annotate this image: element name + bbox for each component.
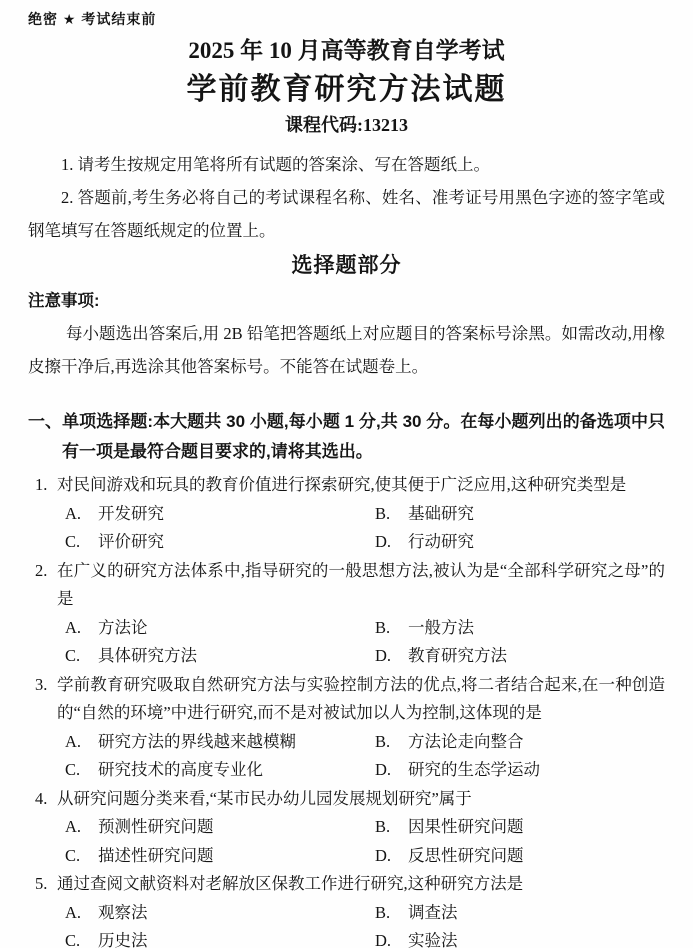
option-grid <box>65 728 665 785</box>
option-text: 因果性研究问题 <box>408 817 524 836</box>
security-classification: 绝密 ★ 考试结束前 <box>28 11 157 27</box>
option-label: C. <box>65 931 81 948</box>
instruction-item-2: 2. 答题前,考生务必将自己的考试课程名称、姓名、准考证号用黑色字迹的签字笔或钢笔填写在答题纸规定的位置上。 <box>28 188 665 240</box>
option-label: A. <box>65 617 82 637</box>
answer-option-a <box>65 500 375 529</box>
option-text: 教育研究方法 <box>408 646 507 665</box>
option-text: 研究方法的界线越来越模糊 <box>98 731 296 751</box>
answer-option-d <box>375 528 665 557</box>
option-label: C. <box>65 532 81 551</box>
option-label: B. <box>375 817 391 836</box>
question <box>28 557 665 671</box>
option-label: C. <box>65 845 81 865</box>
answer-option-a <box>65 614 375 643</box>
option-label: A. <box>65 817 82 836</box>
option-text: 具体研究方法 <box>98 646 197 665</box>
answer-option-d <box>375 842 665 871</box>
option-label: B. <box>375 902 391 922</box>
option-label: A. <box>65 902 82 922</box>
answer-option-b <box>375 899 665 928</box>
option-text: 开发研究 <box>98 503 164 523</box>
option-label: D. <box>375 845 392 865</box>
option-text: 方法论走向整合 <box>408 731 524 751</box>
candidate-instructions <box>28 148 665 247</box>
notice-block <box>28 289 665 383</box>
part-one-heading: 一、单项选择题:本大题共 30 小题,每小题 1 分,共 30 分。在每小题列出的备选项中只有一项是最符合题目要求的,请将其选出。 <box>28 412 665 461</box>
question-number: 1. <box>35 475 48 494</box>
option-text: 一般方法 <box>408 617 474 637</box>
question-number: 3. <box>35 674 48 694</box>
answer-option-d <box>375 756 665 785</box>
answer-option-c <box>65 842 375 871</box>
option-label: B. <box>375 617 391 637</box>
question-stem-line <box>28 471 665 500</box>
answer-option-b <box>375 500 665 529</box>
section-title: 选择题部分 <box>291 254 402 277</box>
option-text: 评价研究 <box>98 532 164 551</box>
course-code: 课程代码:13213 <box>285 115 408 135</box>
option-grid <box>65 813 665 870</box>
notice-body: 每小题选出答案后,用 2B 铅笔把答题纸上对应题目的答案标号涂黑。如需改动,用橡皮擦干净后,再选涂其他答案标号。不能答在试题卷上。 <box>28 324 665 376</box>
option-text: 历史法 <box>98 931 148 948</box>
question <box>28 870 665 948</box>
option-label: D. <box>375 931 392 948</box>
option-text: 行动研究 <box>408 532 474 551</box>
option-label: A. <box>65 503 82 523</box>
option-text: 反思性研究问题 <box>408 845 524 865</box>
answer-option-a <box>65 728 375 757</box>
answer-option-b <box>375 728 665 757</box>
option-label: D. <box>375 760 392 779</box>
question-number: 4. <box>35 788 48 808</box>
paper-title: 学前教育研究方法试题 <box>186 73 507 106</box>
answer-option-b <box>375 813 665 842</box>
question-stem-line <box>28 785 665 814</box>
question <box>28 671 665 785</box>
option-text: 方法论 <box>98 617 148 637</box>
option-label: B. <box>375 503 391 523</box>
answer-option-a <box>65 813 375 842</box>
answer-option-c <box>65 528 375 557</box>
option-text: 基础研究 <box>408 503 474 523</box>
notice-label: 注意事项: <box>28 292 100 310</box>
option-text: 研究技术的高度专业化 <box>98 760 263 779</box>
option-grid <box>65 899 665 948</box>
answer-option-d <box>375 927 665 948</box>
answer-option-c <box>65 927 375 948</box>
answer-option-c <box>65 756 375 785</box>
option-text: 预测性研究问题 <box>98 817 214 836</box>
question-stem: 学前教育研究吸取自然研究方法与实验控制方法的优点,将二者结合起来,在一种创造的“自然的环境”中进行研究,而不是对被试加以人为控制,这体现的是 <box>57 674 665 722</box>
question-number: 2. <box>35 560 48 580</box>
answer-option-d <box>375 642 665 671</box>
answer-option-b <box>375 614 665 643</box>
question-number: 5. <box>35 874 48 893</box>
option-text: 调查法 <box>408 902 458 922</box>
question-stem-line <box>28 870 665 899</box>
option-text: 观察法 <box>98 902 148 922</box>
instruction-item-1: 1. 请考生按规定用笔将所有试题的答案涂、写在答题纸上。 <box>61 155 490 174</box>
option-text: 描述性研究问题 <box>98 845 214 865</box>
option-label: D. <box>375 532 392 551</box>
option-text: 研究的生态学运动 <box>408 760 540 779</box>
question <box>28 785 665 871</box>
exam-session-title: 2025 年 10 月高等教育自学考试 <box>188 38 505 63</box>
question-list <box>28 471 665 948</box>
option-label: A. <box>65 731 82 751</box>
option-label: C. <box>65 646 81 665</box>
option-label: D. <box>375 646 392 665</box>
question-stem: 从研究问题分类来看,“某市民办幼儿园发展规划研究”属于 <box>57 788 472 808</box>
option-text: 实验法 <box>408 931 458 948</box>
question-stem: 通过查阅文献资料对老解放区保教工作进行研究,这种研究方法是 <box>57 874 524 893</box>
question-stem-line <box>28 557 665 614</box>
question-stem-line <box>28 671 665 728</box>
question-stem: 在广义的研究方法体系中,指导研究的一般思想方法,被认为是“全部科学研究之母”的是 <box>57 560 665 608</box>
answer-option-a <box>65 899 375 928</box>
option-label: B. <box>375 731 391 751</box>
question <box>28 471 665 557</box>
option-label: C. <box>65 760 81 779</box>
question-stem: 对民间游戏和玩具的教育价值进行探索研究,使其便于广泛应用,这种研究类型是 <box>57 475 627 494</box>
answer-option-c <box>65 642 375 671</box>
option-grid <box>65 500 665 557</box>
option-grid <box>65 614 665 671</box>
